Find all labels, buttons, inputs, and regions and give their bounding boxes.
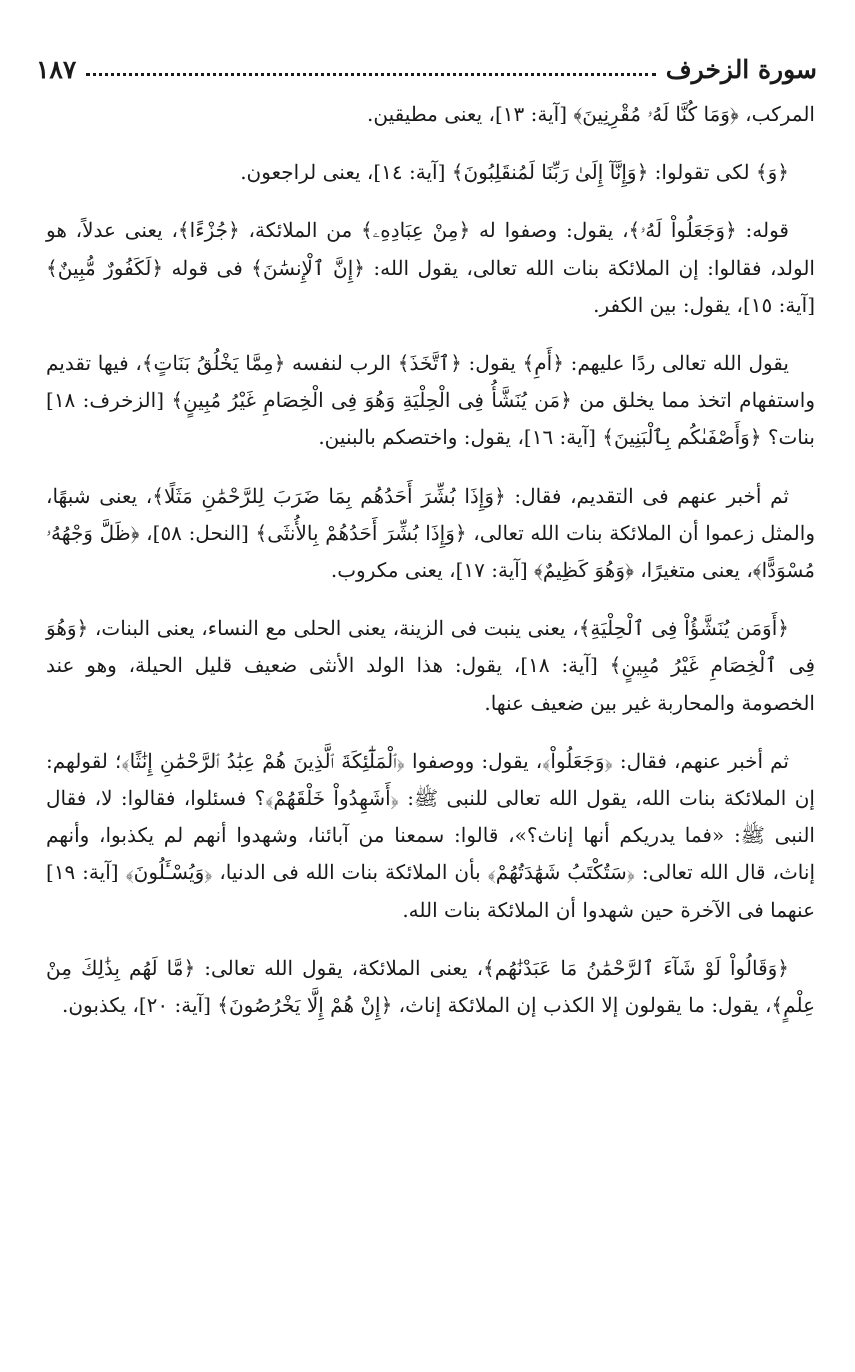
paragraph: ﴿أَوَمَن يُنَشَّؤُاْ فِى ٱلْحِلْيَةِ﴾، يعنى ينبت فى الزينة، يعنى الحلى مع النساء، يعنى البنات، ﴿وَهُوَ فِى ٱلْخِصَامِ غَيْرُ مُبِينٍ﴾ [آية: ١٨]، يقول: هذا الولد الأنثى ضعيف قليل الحيلة، وهو عند الخصومة والمحاربة غير بين ضعيف عنها. xyxy=(46,616,816,715)
paragraph: ﴿وَ﴾ لكى تقولوا: ﴿وَإِنَّآ إِلَىٰ رَبِّنَا لَمُنقَلِبُونَ﴾ [آية: ١٤]، يعنى لراجعون. xyxy=(240,160,789,185)
header-dotted-leader xyxy=(86,72,655,76)
paragraph: يقول الله تعالى ردًا عليهم: ﴿أَمِ﴾ يقول: ﴿ٱتَّخَذَ﴾ الرب لنفسه ﴿مِمَّا يَخْلُقُ بَنَاتٍ﴾، فيها تقديم واستفهام اتخذ مما يخلق من ﴿مَن يُنَشَّأُ فِى الْحِلْيَةِ وَهُوَ فِى الْخِصَامِ غَيْرُ مُبِينٍ﴾ [الزخرف: ١٨] بنات؟ ﴿وَأَصْفَىٰكُم بِٱلْبَنِينَ﴾ [آية: ١٦]، يقول: واختصكم بالبنين. xyxy=(46,351,815,450)
paragraph: ثم أخبر عنهم، فقال: ﴿وَجَعَلُواْ﴾، يقول: ووصفوا ﴿ٱلْمَلَٰٓئِكَةَ ٱلَّذِينَ هُمْ عِبَٰدُ ٱلرَّحْمَٰنِ إِنَٰثًا﴾؛ لقولهم: إن الملائكة بنات الله، يقول الله تعالى للنبى ﷺ: ﴿أَشَهِدُواْ خَلْقَهُمْ﴾؟ فسئلوا، فقالوا: لا، فقال النبى ﷺ: «فما يدريكم أنها إناث؟»، قالوا: سمعنا من آبائنا، وشهدوا أنهم لم يكذبوا، وأنهم إناث، قال الله تعالى: ﴿سَتُكْتَبُ شَهَٰدَتُهُمْ﴾ بأن الملائكة بنات الله فى الدنيا، ﴿وَيُسْـَٔلُونَ﴾ [آية: ١٩] عنهما فى الآخرة حين شهدوا أن الملائكة بنات الله. xyxy=(46,748,815,922)
page-number: ١٨٧ xyxy=(36,55,77,84)
page-header xyxy=(36,44,817,84)
page-body xyxy=(46,96,815,1045)
paragraph: المركب، ﴿وَمَا كُنَّا لَهُۥ مُقْرِنِينَ﴾ [آية: ١٣]، يعنى مطيقين. xyxy=(366,102,815,126)
surah-title: سورة الزخرف xyxy=(665,55,817,84)
paragraph: ﴿وَقَالُواْ لَوْ شَآءَ ٱلرَّحْمَٰنُ مَا عَبَدْنَٰهُم﴾، يعنى الملائكة، يقول الله تعالى: ﴿مَّا لَهُم بِذَٰلِكَ مِنْ عِلْمٍ﴾، يقول: ما يقولون إلا الكذب إن الملائكة إناث، ﴿إِنْ هُمْ إِلَّا يَخْرُصُونَ﴾ [آية: ٢٠]، يكذبون. xyxy=(46,955,815,1018)
paragraph: قوله: ﴿وَجَعَلُواْ لَهُۥ﴾، يقول: وصفوا له ﴿مِنْ عِبَادِهِۦ﴾ من الملائكة، ﴿جُزْءًا﴾، يعنى عدلاً، هو الولد، فقالوا: إن الملائكة بنات الله تعالى، يقول الله: ﴿إِنَّ ٱلْإِنسَٰنَ﴾ فى قوله ﴿لَكَفُورٌ مُّبِينٌ﴾ [آية: ١٥]، يقول: بين الكفر. xyxy=(46,218,815,317)
paragraph: ثم أخبر عنهم فى التقديم، فقال: ﴿وَإِذَا بُشِّرَ أَحَدُهُم بِمَا ضَرَبَ لِلرَّحْمَٰنِ مَثَلًا﴾، يعنى شبهًا، والمثل زعموا أن الملائكة بنات الله تعالى، ﴿وَإِذَا بُشِّرَ أَحَدُهُمْ بِالأُنثَى﴾ [النحل: ٥٨]، ﴿ظَلَّ وَجْهُهُۥ مُسْوَدًّا﴾، يعنى متغيرًا، ﴿وَهُوَ كَظِيمٌ﴾ [آية: ١٧]، يعنى مكروب. xyxy=(46,483,815,583)
